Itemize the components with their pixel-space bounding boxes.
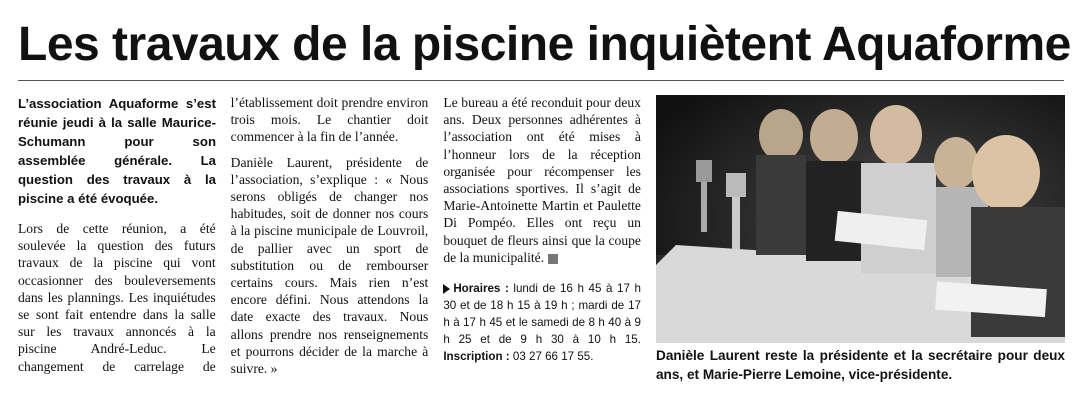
column-1 <box>18 94 216 220</box>
body-paragraph-1: Lors de cette réunion, a été soulevée la question des futurs travaux de la piscine qui vont occasionner des bouleversements dans les plannings. Les inquiétudes se sont fait entendre dans la salle sur les travaux annoncés à la piscine André-Leduc. Le changement de carrelage de l’établissement doit prendre environ trois mois. Le chantier doit commencer à la fin de l’année. <box>18 95 429 374</box>
headline-rule <box>18 80 1064 81</box>
photo-caption: Danièle Laurent reste la présidente et la secrétaire pour deux ans, et Marie-Pierre Lemoine, vice-présidente. <box>656 348 1065 382</box>
article-headline: Les travaux de la piscine inquiètent Aquaforme <box>18 18 1071 71</box>
article-lead: L’association Aquaforme s’est réunie jeudi à la salle Maurice-Schumann pour son assemblée générale. La question des travaux à la piscine a été évoquée. <box>18 96 216 206</box>
article-photo <box>656 95 1065 343</box>
arrow-right-icon <box>443 284 450 294</box>
end-mark-icon <box>548 254 558 264</box>
practical-info: Horaires : lundi de 16 h 45 à 17 h 30 et de 18 h 15 à 19 h ; mardi de 17 h à 17 h 45 et le samedi de 8 h 40 à 9 h 25 et de 9 h 30 à 10 h 15. Inscription : 03 27 66 17 55. <box>443 282 641 364</box>
body-paragraph-3: Le bureau a été reconduit pour deux ans. Deux personnes adhérentes à l’association ont été mises à l’honneur lors de la réception organisée pour récompenser les associations sportives. Il s’agit de Marie-Antoinette Martin et Paulette Di Pompéo. Elles ont reçu un bouquet de fleurs ainsi que la coupe de la municipalité. <box>443 95 641 265</box>
body-paragraph-2: Danièle Laurent, présidente de l’association, s’explique : « Nous serons obligés de changer nos habitudes, soit de donner nos cours à la piscine municipale de Louvroil, de pallier avec un sport de substitution ou de rembourser certains cours. Mais rien n’est encore défini. Nous attendons la date exacte des travaux. Nous allons prendre nos renseignements et pourrons décider de la marche à suivre. » <box>230 154 429 377</box>
